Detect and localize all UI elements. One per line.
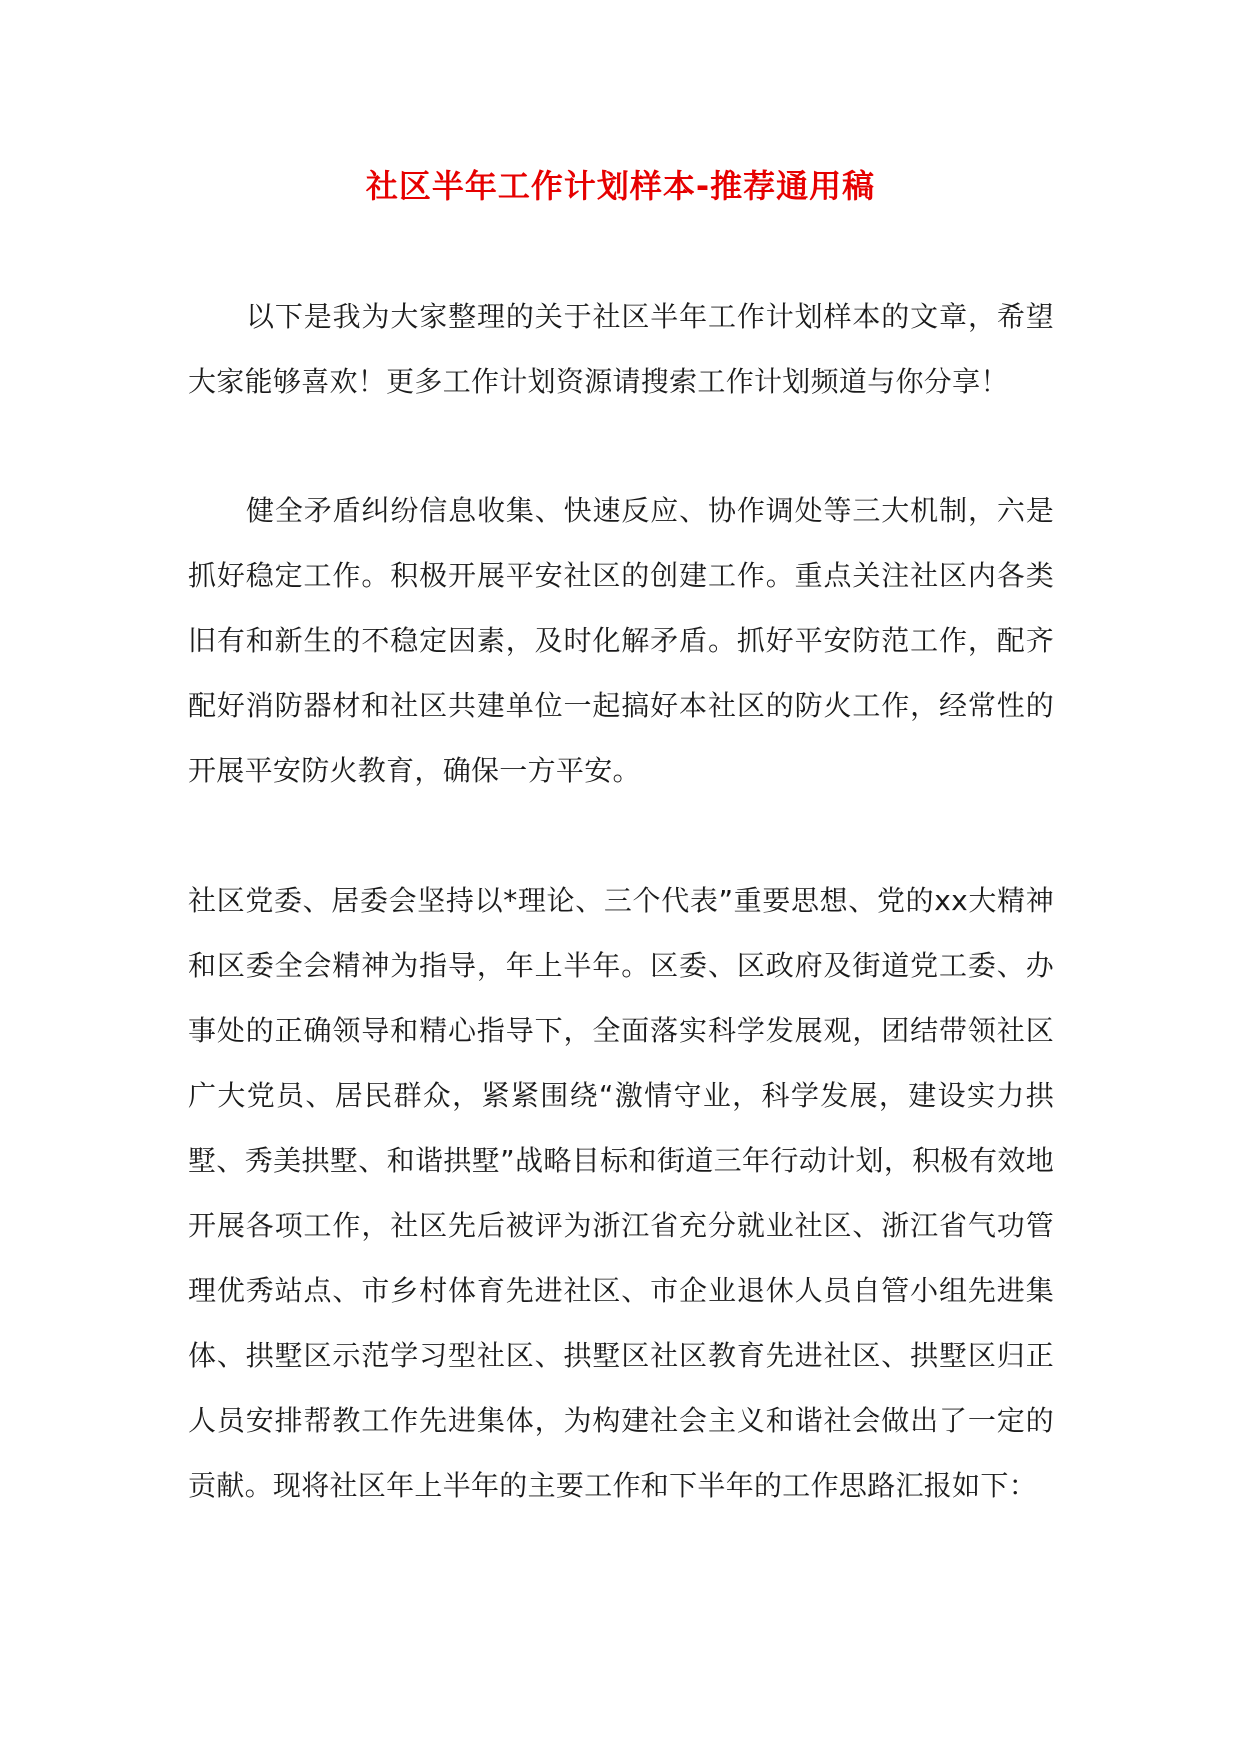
intro-paragraph: 以下是我为大家整理的关于社区半年工作计划样本的文章，希望大家能够喜欢！更多工作计划资源请搜索工作计划频道与你分享！ (188, 300, 1054, 398)
document-title: 社区半年工作计划样本-推荐通用稿 (365, 167, 876, 205)
stability-paragraph: 健全矛盾纠纷信息收集、快速反应、协作调处等三大机制，六是抓好稳定工作。积极开展平安社区的创建工作。重点关注社区内各类旧有和新生的不稳定因素，及时化解矛盾。抓好平安防范工作，配齐配好消防器材和社区共建单位一起搞好本社区的防火工作，经常性的开展平安防火教育，确保一方平安。 (188, 494, 1054, 787)
report-paragraph: 社区党委、居委会坚持以*理论、三个代表”重要思想、党的xx大精神和区委全会精神为指导，年上半年。区委、区政府及街道党工委、办事处的正确领导和精心指导下，全面落实科学发展观，团结带领社区广大党员、居民群众，紧紧围绕“激情守业，科学发展，建设实力拱墅、秀美拱墅、和谐拱墅”战略目标和街道三年行动计划，积极有效地开展各项工作，社区先后被评为浙江省充分就业社区、浙江省气功管理优秀站点、市乡村体育先进社区、市企业退休人员自管小组先进集体、拱墅区示范学习型社区、拱墅区社区教育先进社区、拱墅区归正人员安排帮教工作先进集体，为构建社会主义和谐社会做出了一定的贡献。现将社区年上半年的主要工作和下半年的工作思路汇报如下： (188, 884, 1054, 1502)
